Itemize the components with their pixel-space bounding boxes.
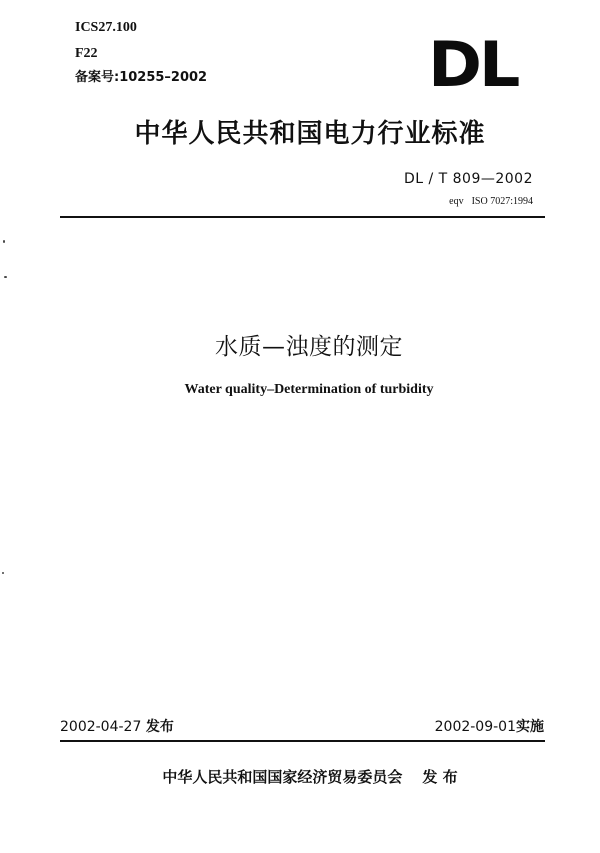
issue-date: 2002-04-27: [60, 719, 142, 735]
effective-label: 实施: [516, 719, 544, 735]
category-code: F22: [75, 46, 98, 61]
document-title-cn: 水质—浊度的测定: [215, 334, 403, 360]
equivalence-reference: ISO 7027:1994: [471, 196, 533, 207]
issuer-name: 中华人民共和国国家经济贸易委员会: [162, 768, 403, 786]
issue-label: 发布: [145, 719, 174, 735]
top-divider: [60, 216, 545, 218]
effective-date: 2002-09-01: [434, 719, 516, 735]
issuer-line: [0, 768, 600, 786]
scan-speck: [2, 572, 4, 574]
record-number: 备案号:10255–2002: [75, 70, 208, 85]
effective-date-block: [435, 719, 544, 735]
issue-date-block: [60, 719, 174, 735]
document-title-en: Water quality–Determination of turbidity: [184, 382, 434, 397]
scan-speck: [4, 276, 7, 278]
ics-code: ICS27.100: [75, 20, 137, 35]
standard-number: DL / T 809—2002: [403, 171, 533, 187]
standard-title: 中华人民共和国电力行业标准: [134, 119, 486, 149]
equivalence-key: eqv: [449, 196, 464, 207]
equivalence-note: [449, 196, 533, 208]
scan-speck: [3, 240, 5, 243]
dl-logo: DL: [428, 28, 518, 101]
bottom-divider: [60, 740, 545, 742]
issuer-action: 发 布: [422, 768, 458, 786]
